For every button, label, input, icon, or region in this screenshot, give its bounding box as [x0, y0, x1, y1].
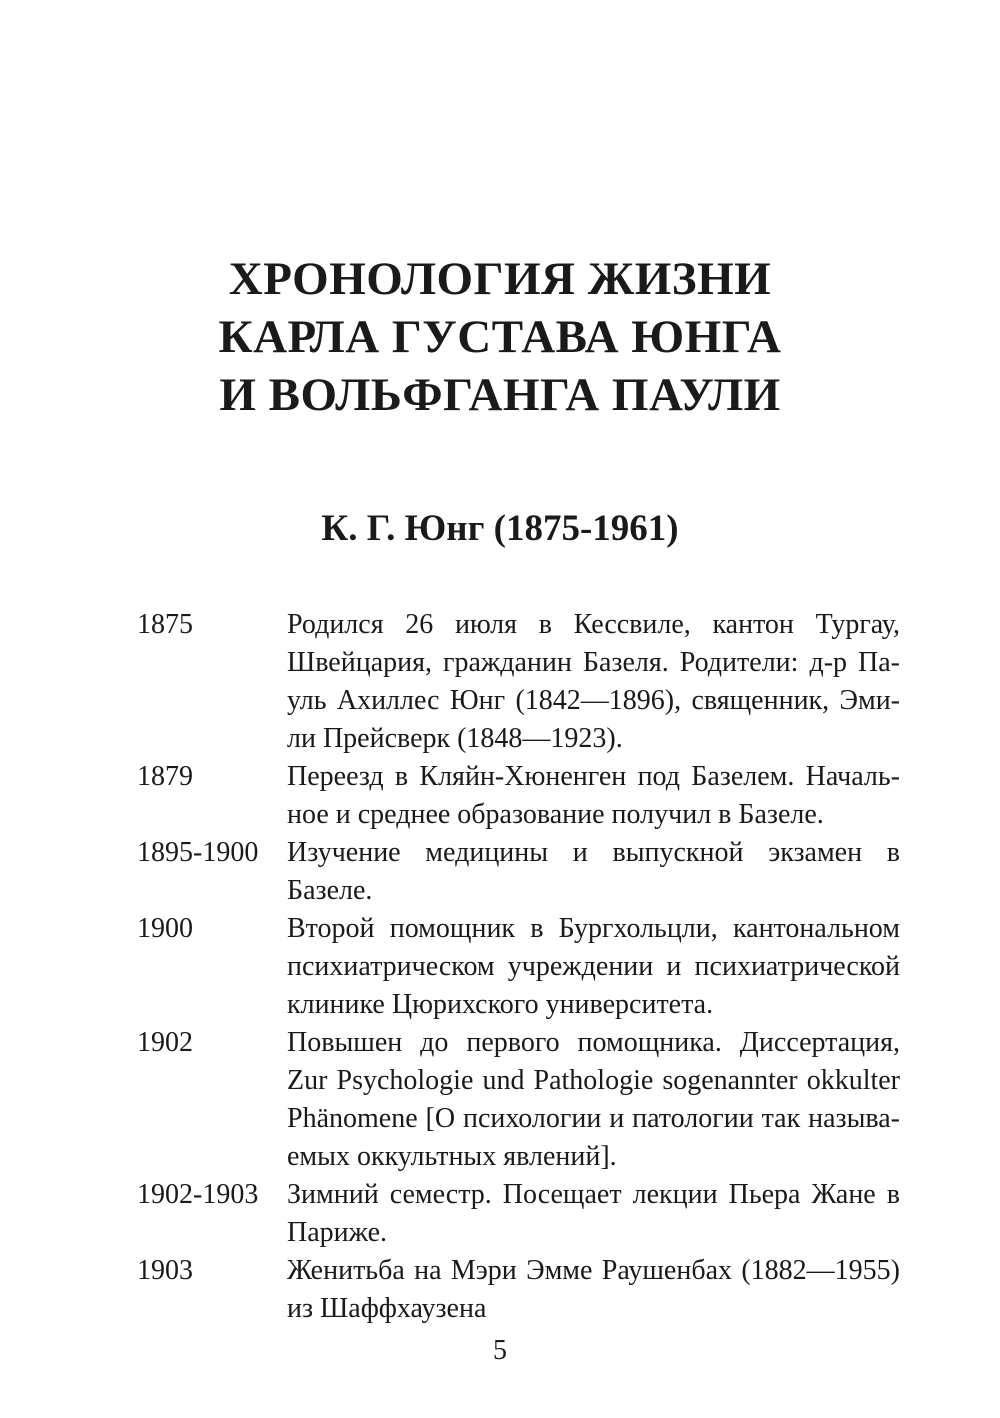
chronology-entry	[137, 834, 900, 910]
entry-year: 1879	[137, 761, 193, 792]
entry-year: 1902-1903	[137, 1179, 259, 1210]
entry-text-line: ное и среднее образование получил в Базеле.	[287, 799, 824, 830]
title-line-1: ХРОНОЛОГИЯ ЖИЗНИ	[228, 253, 772, 305]
chronology-entry	[137, 758, 900, 834]
title-line-2: КАРЛА ГУСТАВА ЮНГА	[218, 311, 782, 363]
chronology-entry	[137, 910, 900, 1024]
entry-text-line: уль Ахиллес Юнг (1842—1896), священник, Эми-	[287, 685, 900, 716]
entry-text-line: емых оккультных явлений].	[287, 1141, 617, 1172]
entry-text	[287, 758, 900, 834]
entry-text-line: Phänomene [О психологии и патологии так называ-	[287, 1103, 900, 1134]
entry-text-line: Изучение медицины и выпускной экзамен в Базеле.	[287, 837, 900, 906]
entry-year: 1903	[137, 1255, 193, 1286]
entry-text-line: Париже.	[287, 1217, 388, 1248]
page-number: 5	[493, 1335, 507, 1366]
entry-text-line: Zur Psychologie und Pathologie sogenannter okkulter	[287, 1065, 900, 1096]
entry-text-line: ли Прейсверк (1848—1923).	[287, 723, 623, 754]
entry-text-line: Родился 26 июля в Кессвиле, кантон Тургау,	[287, 609, 900, 640]
entry-year: 1875	[137, 609, 193, 640]
entry-text	[287, 1024, 900, 1176]
title-line-3: И ВОЛЬФГАНГА ПАУЛИ	[219, 369, 781, 421]
section-subtitle: К. Г. Юнг (1875-1961)	[321, 508, 679, 549]
entry-text-line: Швейцария, гражданин Базеля. Родители: д-р Па-	[287, 647, 900, 678]
entry-year: 1900	[137, 913, 193, 944]
chronology-entry	[137, 1252, 900, 1328]
entry-text-line: Повышен до первого помощника. Диссертация,	[287, 1027, 900, 1058]
entry-text	[287, 606, 900, 758]
entry-text	[287, 834, 900, 910]
page-title	[0, 250, 1000, 424]
entry-text-line: Зимний семестр. Посещает лекции Пьера Жане в	[287, 1179, 900, 1210]
chronology-entry	[137, 606, 900, 758]
entry-year: 1902	[137, 1027, 193, 1058]
chronology-entry	[137, 1176, 900, 1252]
entry-text-line: из Шаффхаузена	[287, 1293, 487, 1324]
entry-text-line: Переезд в Кляйн-Хюненген под Базелем. Началь-	[287, 761, 900, 792]
entry-text	[287, 910, 900, 1024]
chronology-entry	[137, 1024, 900, 1176]
entry-text	[287, 1176, 900, 1252]
entry-text-line: клинике Цюрихского университета.	[287, 989, 714, 1020]
entry-text-line: Второй помощник в Бургхольцли, кантональном	[287, 913, 900, 944]
entry-text-line: Женитьба на Мэри Эмме Раушенбах (1882—1955)	[287, 1255, 900, 1286]
entry-text	[287, 1252, 900, 1328]
entry-text-line: психиатрическом учреждении и психиатрической	[287, 951, 900, 982]
entry-year: 1895-1900	[137, 837, 259, 868]
chronology-list	[137, 606, 900, 1328]
